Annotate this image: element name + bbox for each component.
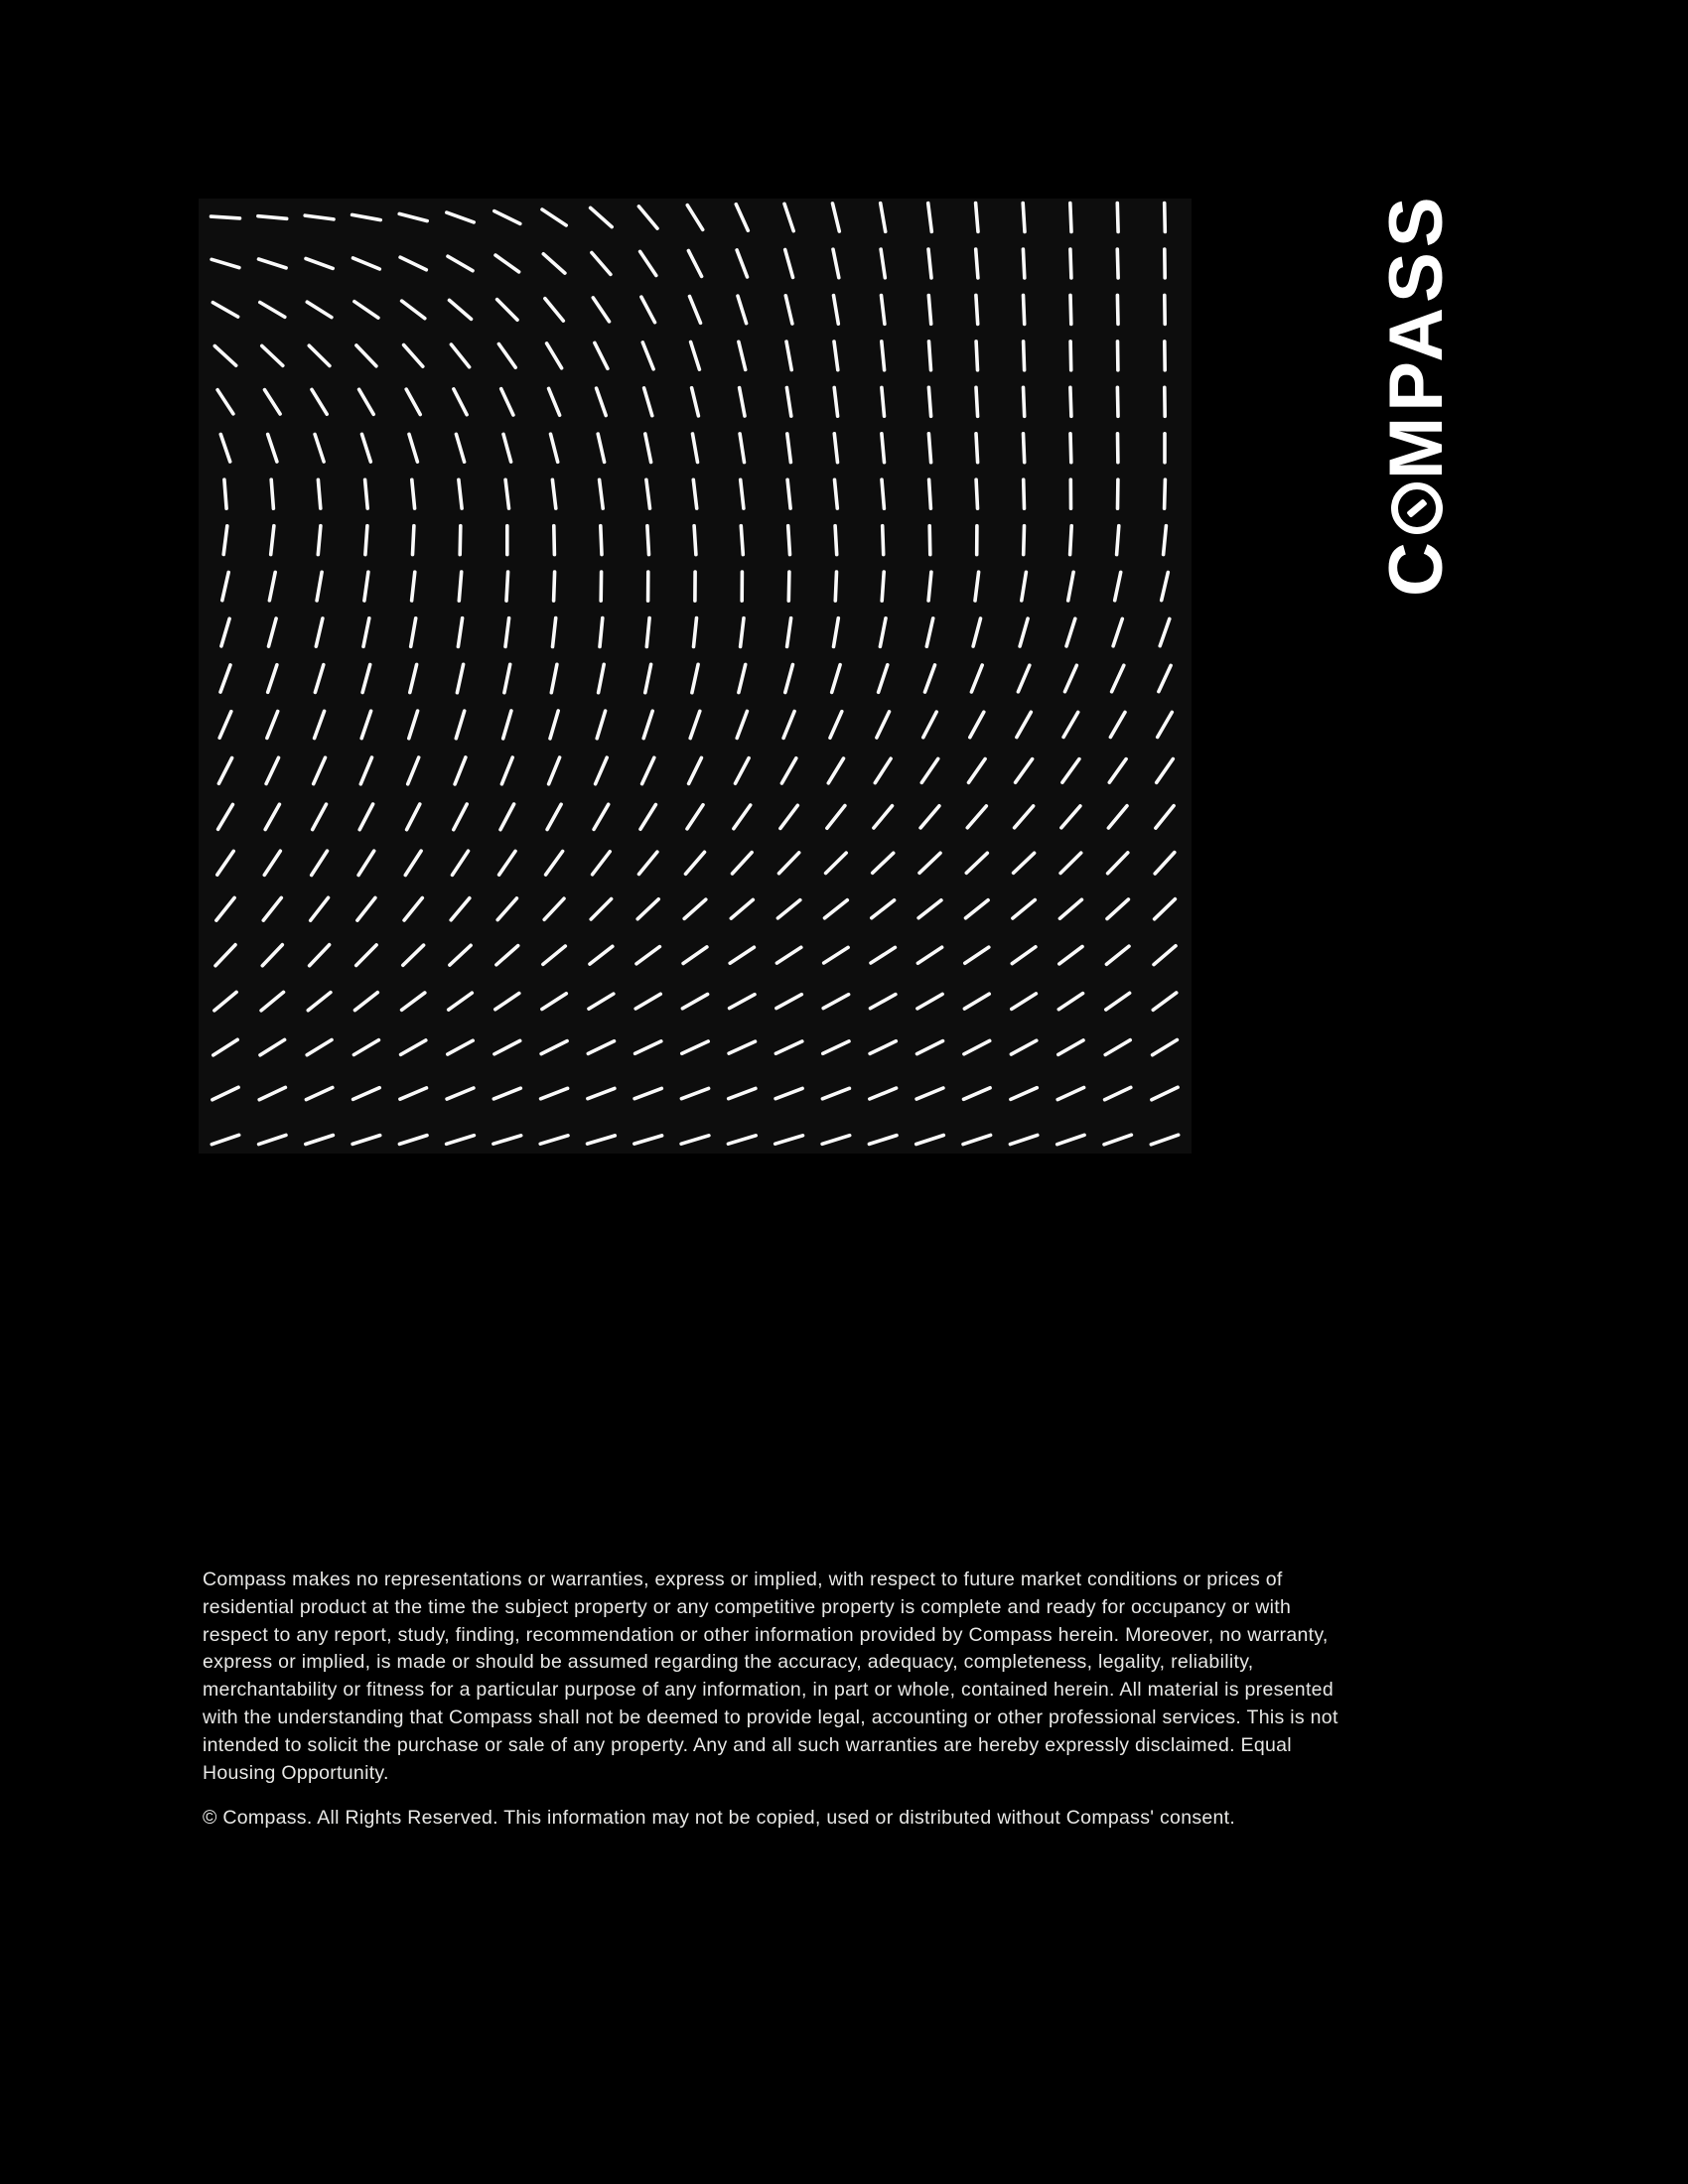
disclaimer-text: [203, 1567, 1493, 1787]
disclaimer-line: with the understanding that Compass shall not be deemed to provide legal, accounting or other professional services. This is not: [203, 1706, 1338, 1728]
compass-o-icon: [1391, 482, 1443, 534]
disclaimer-line: Compass makes no representations or warranties, express or implied, with respect to future market conditions or prices of: [203, 1569, 1283, 1590]
flow-field-svg: [199, 199, 1192, 1154]
disclaimer-line: intended to solicit the purchase or sale of any property. Any and all such warranties are hereby expressly disclaimed. Equal: [203, 1733, 1292, 1756]
disclaimer-line: merchantability or fitness for a particular purpose of any information, in part or whole, contained herein. All material is presented: [203, 1679, 1334, 1702]
flow-field-pattern: [199, 199, 1192, 1154]
compass-logo: [1374, 190, 1459, 597]
copyright-text: © Compass. All Rights Reserved. This information may not be copied, used or distributed without Compass' consent.: [203, 1807, 1236, 1829]
logo-letter-c: C: [1374, 537, 1459, 597]
disclaimer-line: Housing Opportunity.: [203, 1761, 389, 1784]
disclaimer-line: express or implied, is made or should be assumed regarding the accuracy, adequacy, completeness, legality, reliability,: [203, 1651, 1254, 1674]
disclaimer-line: respect to any report, study, finding, recommendation or other information provided by Compass herein. Moreover, no warranty,: [203, 1623, 1329, 1646]
compass-needle-icon: [1406, 498, 1427, 518]
disclaimer-line: residential product at the time the subject property or any competitive property is complete and ready for occupancy or with: [203, 1595, 1292, 1618]
logo-letters-mpass: MPASS: [1374, 192, 1459, 480]
